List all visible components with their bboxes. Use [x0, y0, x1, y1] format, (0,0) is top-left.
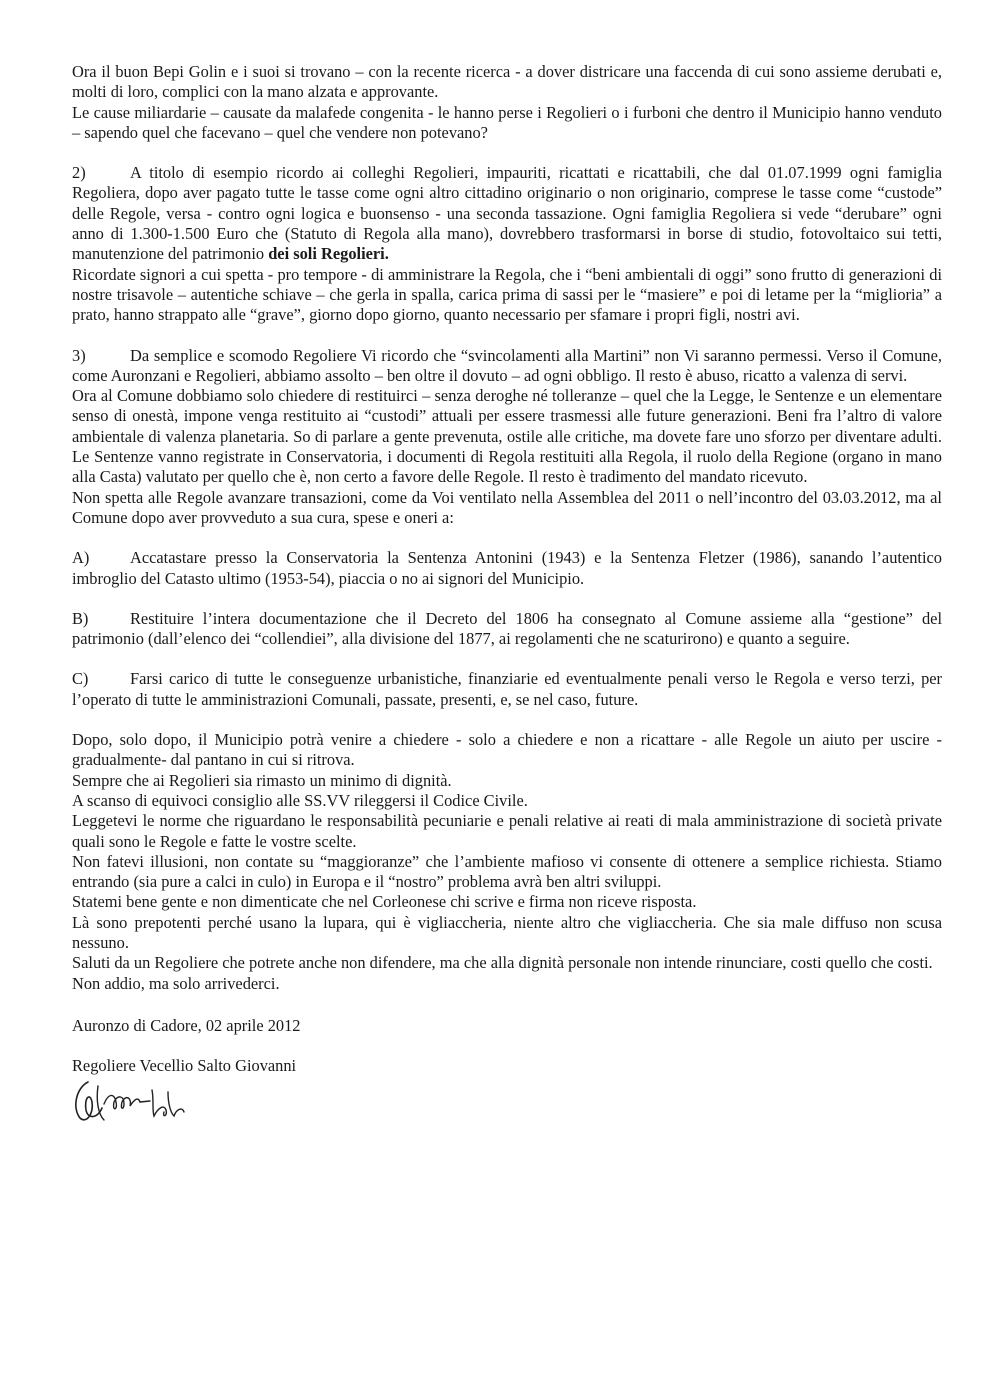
- closing-line-8: Saluti da un Regoliere che potrete anche non difendere, ma che alla dignità personale non intende rinunciare, costi quello che costi.: [72, 953, 933, 973]
- closing-line-4: Leggetevi le norme che riguardano le responsabilità pecuniarie e penali relative ai reati di mala amministrazione di società private quali sono le Regole e fatte le vostre scelte.: [72, 811, 942, 851]
- section-3-number: 3): [72, 345, 86, 365]
- section-2-continuation: Ricordate signori a cui spetta - pro tempore - di amministrare la Regola, che i “beni ambientali di oggi” sono frutto di generazioni di nostre trisavole – autentiche schiave – che gerla in spalla, carica prima di sassi per le “masiere” e poi di letame per la “miglioria” a prato, hanno strappato alle “grave”, giorno dopo giorno, quanto necessario per sfamare i propri figli, nostri avi.: [72, 264, 942, 325]
- item-b-label: B): [72, 608, 89, 628]
- item-c-label: C): [72, 669, 89, 689]
- item-a-label: A): [72, 548, 90, 568]
- closing-line-2: Sempre che ai Regolieri sia rimasto un minimo di dignità.: [72, 770, 452, 790]
- intro-paragraph-1: Ora il buon Bepi Golin e i suoi si trovano – con la recente ricerca - a dover districare una faccenda di cui sono assieme derubati e, molti di loro, complici con la mano alzata e approvante.: [72, 62, 942, 102]
- section-3-paragraph-1: [72, 346, 942, 387]
- section-2-bold-text: dei soli Regolieri.: [268, 244, 389, 264]
- item-c-text: Farsi carico di tutte le conseguenze urbanistiche, finanziarie ed eventualmente penali verso le Regola e verso terzi, per l’operato di tutte le amministrazioni Comunali, passate, presenti, e, se nel caso, future.: [72, 669, 942, 709]
- intro-paragraph-2: Le cause miliardarie – causate da malafede congenita - le hanno perse i Regolieri o i furboni che dentro il Municipio hanno venduto – sapendo quel che facevano – quel che vendere non potevano?: [72, 102, 942, 142]
- closing-line-1: Dopo, solo dopo, il Municipio potrà venire a chiedere - solo a chiedere e non a ricattare - alle Regole un aiuto per uscire - gradualmente- dal pantano in cui si ritrova.: [72, 730, 942, 770]
- handwritten-signature-icon: [68, 1074, 942, 1135]
- closing-line-9: Non addio, ma solo arrivederci.: [72, 973, 280, 993]
- closing-line-3: A scanso di equivoci consiglio alle SS.VV rileggersi il Codice Civile.: [72, 790, 528, 810]
- item-a-text: Accatastare presso la Conservatoria la Sentenza Antonini (1943) e la Sentenza Fletzer (1986), sanando l’autentico imbroglio del Catasto ultimo (1953-54), piaccia o no ai signori del Municipio.: [72, 548, 942, 588]
- item-a: [72, 548, 942, 589]
- place-date: Auronzo di Cadore, 02 aprile 2012: [72, 1015, 301, 1035]
- closing-line-5: Non fatevi illusioni, non contate su “maggioranze” che l’ambiente mafioso vi consente di ottenere a semplice richiesta. Stiamo entrando (sia pure a calci in culo) in Europa e il “nostro” problema avrà ben altri sviluppi.: [72, 851, 942, 892]
- signer-name: Regoliere Vecellio Salto Giovanni: [72, 1056, 297, 1076]
- section-3-paragraph-2: Ora al Comune dobbiamo solo chiedere di restituirci – senza deroghe né tolleranze – quel che la Legge, le Sentenze e un elementare senso di onestà, impone venga restituito ai “custodi” attuali per essere trasmessi alle future generazioni. Beni fra l’altro di valore ambientale di valenza planetaria. So di parlare a gente prevenuta, ostile alle critiche, ma dovete fare uno sforzo per diventare adulti. Le Sentenze vanno registrate in Conservatoria, i documenti di Regola restituiti alla Regola, il ruolo della Regione (organo in mano alla Casta) valutato per quello che è, non certo a favore delle Regole. Il resto è tradimento del mandato ricevuto.: [72, 386, 942, 487]
- item-b-text: Restituire l’intera documentazione che il Decreto del 1806 ha consegnato al Comune assieme alla “gestione” del patrimonio (dall’elenco dei “collendiei”, alla divisione del 1877, ai regolamenti che ne scaturirono) e quanto a seguire.: [72, 608, 942, 649]
- section-2-paragraph: [72, 163, 942, 264]
- section-3-paragraph-3: Non spetta alle Regole avanzare transazioni, come da Voi ventilato nella Assemblea del 2011 o nell’incontro del 03.03.2012, ma al Comune dopo aver provveduto a sua cura, spese e oneri a:: [72, 487, 942, 527]
- section-3-text: Da semplice e scomodo Regoliere Vi ricordo che “svincolamenti alla Martini” non Vi saranno permessi. Verso il Comune, come Auronzani e Regolieri, abbiamo assolto – ben oltre il dovuto – ad ogni obbligo. Il resto è abuso, ricatto a valenza di servi.: [72, 345, 942, 385]
- signature-block: [72, 1056, 942, 1135]
- closing-line-6: Statemi bene gente e non dimenticate che nel Corleonese chi scrive e firma non riceve risposta.: [72, 892, 697, 912]
- item-c: [72, 669, 942, 710]
- item-b: [72, 609, 942, 650]
- closing-line-7: Là sono prepotenti perché usano la lupara, qui è vigliaccheria, niente altro che vigliaccheria. Che sia male diffuso non scusa nessuno.: [72, 912, 942, 952]
- section-2-text: A titolo di esempio ricordo ai colleghi Regolieri, impauriti, ricattati e ricattabili, che dal 01.07.1999 ogni famiglia Regoliera, dopo aver pagato tutte le tasse come ogni altro cittadino originario o non originario, comprese le tasse come “custode” delle Regole, versa - contro ogni logica e buonsenso - una seconda tassazione. Ogni famiglia Regoliera si vede “derubare” ogni anno di 1.300-1.500 Euro che (Statuto di Regola alla mano), dovrebbero trasformarsi in borse di studio, fotovoltaico sui tetti, manutenzione del patrimonio: [72, 163, 942, 264]
- section-2-number: 2): [72, 163, 86, 183]
